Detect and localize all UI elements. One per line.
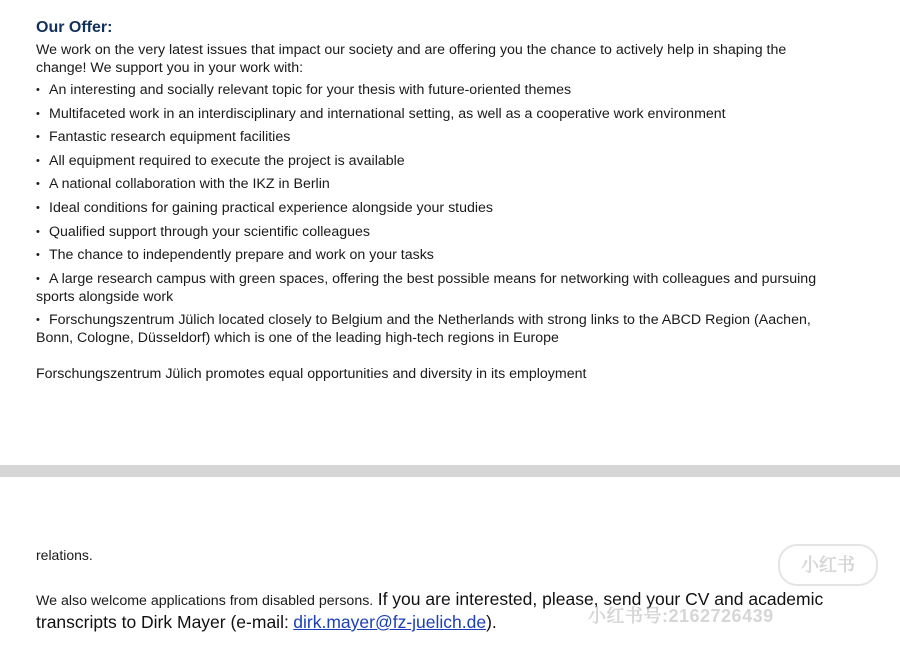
list-item-text: Qualified support through your scientific colleagues: [49, 223, 370, 240]
list-item: [36, 311, 826, 347]
offer-intro: We work on the very latest issues that impact our society and are offering you the chance to actively help in shaping the change! We support you in your work with:: [36, 42, 787, 76]
list-item: [36, 81, 826, 99]
offer-bullet-list: [36, 81, 826, 353]
list-item-text: Multifaceted work in an interdisciplinary and international setting, as well as a cooperative work environment: [49, 105, 726, 122]
list-item-text: Ideal conditions for gaining practical experience alongside your studies: [49, 199, 494, 216]
list-item: [36, 199, 826, 217]
list-item: [36, 128, 826, 146]
list-item-text: All equipment required to execute the project is available: [49, 152, 405, 169]
email-link[interactable]: dirk.mayer@fz-juelich.de: [293, 612, 487, 632]
offer-heading: Our Offer:: [36, 19, 113, 36]
bullet-icon: •: [36, 178, 40, 191]
page-separator: [0, 465, 900, 477]
list-item-text: Forschungszentrum Jülich located closely to Belgium and the Netherlands with strong links to the ABCD Region (Aachen, Bonn, Cologne, Düsseldorf) which is one of the leading high-tech regions in Europe: [36, 312, 811, 347]
list-item-text: A national collaboration with the IKZ in Berlin: [49, 176, 330, 193]
list-item-text: A large research campus with green spaces, offering the best possible means for networking with colleagues and pursuing sports alongside work: [36, 270, 817, 305]
list-item-text: The chance to independently prepare and work on your tasks: [49, 247, 434, 264]
contact-text: If you are interested, please, send your CV and academic transcripts to Dirk Mayer (e-mail:: [36, 589, 824, 632]
list-item-text: An interesting and socially relevant topic for your thesis with future-oriented themes: [49, 82, 572, 98]
list-item: [36, 270, 826, 306]
watermark-logo: 小红书: [778, 544, 878, 586]
bullet-icon: •: [36, 154, 40, 167]
bullet-icon: •: [36, 249, 40, 262]
bullet-icon: •: [36, 107, 40, 120]
relations-text: relations.: [36, 547, 93, 563]
bullet-icon: •: [36, 201, 40, 214]
list-item: [36, 246, 826, 264]
disabled-persons-text: We also welcome applications from disabled persons.: [36, 593, 374, 609]
closing-punctuation: ).: [486, 612, 497, 632]
list-item: [36, 175, 826, 193]
bullet-icon: •: [36, 225, 40, 238]
list-item-text: Fantastic research equipment facilities: [49, 129, 291, 146]
list-item: [36, 152, 826, 170]
bullet-icon: •: [36, 84, 40, 96]
bullet-icon: •: [36, 131, 40, 144]
bullet-icon: •: [36, 314, 40, 327]
list-item: [36, 223, 826, 241]
watermark-text: 小红书号:2162726439: [588, 606, 774, 626]
list-item: [36, 105, 826, 123]
bullet-icon: •: [36, 272, 40, 285]
equal-opportunities-text: Forschungszentrum Jülich promotes equal opportunities and diversity in its employment: [36, 366, 587, 382]
